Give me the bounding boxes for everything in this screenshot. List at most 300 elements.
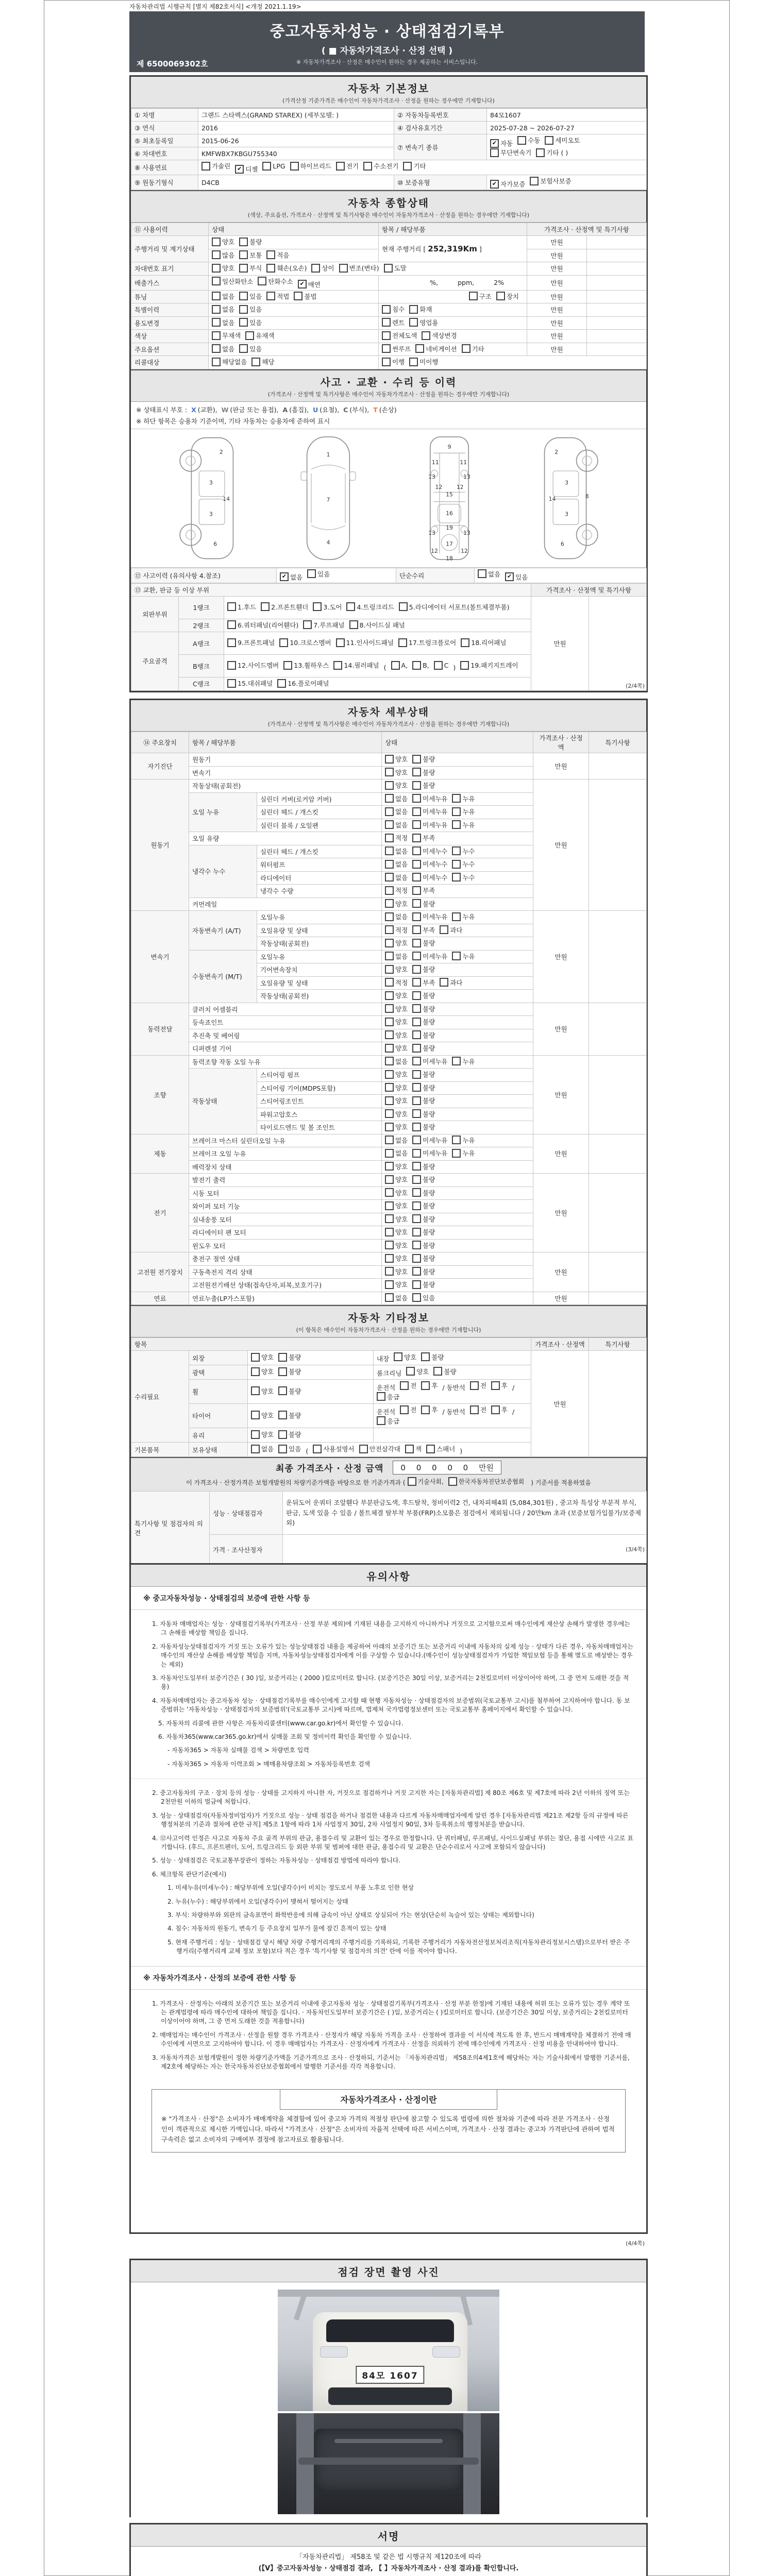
checkbox[interactable] [385,965,394,974]
checkbox[interactable] [385,781,394,790]
checkbox[interactable] [313,1445,322,1453]
emission-options [209,275,379,290]
checkbox[interactable]: ✔ [490,180,499,189]
checkbox[interactable] [227,661,236,670]
status-code: C [343,405,348,414]
checkbox[interactable] [421,1405,430,1414]
checkbox[interactable] [359,1445,368,1453]
checkbox[interactable] [313,602,322,611]
checkbox[interactable] [279,638,288,647]
checkbox[interactable] [412,1044,421,1053]
checkbox[interactable] [412,820,421,829]
checkbox[interactable] [339,264,348,273]
checkbox[interactable]: ✔ [490,139,499,148]
checkbox[interactable] [491,1405,500,1414]
checkbox[interactable] [421,1352,430,1361]
checkbox[interactable] [426,1445,435,1453]
checkbox[interactable] [452,846,461,855]
checkbox[interactable] [385,846,394,855]
checkbox[interactable] [385,1214,394,1223]
checkbox[interactable] [412,939,421,947]
checkbox-option [412,768,435,777]
checkbox[interactable] [385,1188,394,1197]
checkbox[interactable] [400,1405,409,1414]
checkbox[interactable] [412,1228,421,1236]
checkbox[interactable] [278,1386,287,1395]
checkbox[interactable] [412,912,421,921]
checkbox[interactable] [385,939,394,947]
checkbox[interactable] [251,1411,260,1419]
checkbox-option [412,794,447,803]
checkbox[interactable] [385,1241,394,1249]
table-row [131,356,647,369]
checkbox-option [278,1411,301,1420]
checkbox[interactable] [469,292,478,300]
checkbox[interactable] [452,1136,461,1144]
checkbox[interactable] [251,1386,260,1395]
checkbox[interactable] [382,305,391,314]
checkbox[interactable] [385,873,394,882]
checkbox[interactable] [412,1280,421,1289]
checkbox[interactable] [212,292,221,300]
option-label: 훼손(오손) [277,264,307,272]
checkbox[interactable] [239,264,248,273]
checkbox[interactable] [490,148,499,157]
checkbox-option [239,318,262,327]
opinion-table [131,1491,647,1565]
checkbox-option [385,1004,408,1013]
checkbox[interactable] [385,807,394,816]
panel-number: 3 [564,479,568,486]
table-header-row [131,732,647,753]
main-frame-label: 주요골격 [131,632,179,691]
checkbox[interactable] [412,1254,421,1263]
checkbox[interactable] [412,1123,421,1131]
checkbox[interactable] [461,638,469,647]
checkbox[interactable] [251,1367,260,1376]
checkbox[interactable] [385,860,394,869]
checkbox[interactable] [412,755,421,764]
status-code-label: (판금 또는 용접), [230,405,279,414]
checkbox[interactable] [470,1381,479,1390]
checkbox[interactable] [385,1149,394,1158]
checkbox-option [490,148,531,157]
table-header-row [131,583,647,596]
checkbox-option [212,357,247,366]
checkbox[interactable] [412,1004,421,1013]
polish-options [248,1365,374,1380]
checkbox[interactable] [385,1293,394,1302]
checkbox[interactable] [412,1188,421,1197]
notice-item: 3. 자동차인도일부터 보증기간은 ( 30 )일, 보증거리는 ( 2000 )킬로미터로 합니다. (보증기간은 30일 이상, 보증거리는 2천킬로미터 이상이어야 하며, 그 중 먼저 도래한 것을 적용) [152,1674,629,1691]
checkbox[interactable] [412,1070,421,1079]
item-label: 실린더 헤드 / 개스킷 [257,806,382,819]
checkbox[interactable] [307,569,316,578]
checkbox[interactable] [384,264,393,273]
checkbox[interactable] [440,978,448,987]
checkbox[interactable] [385,1123,394,1131]
checkbox[interactable] [399,602,408,611]
checkbox[interactable] [440,925,448,934]
checkbox[interactable] [385,1201,394,1210]
checkbox[interactable] [460,661,469,670]
checkbox[interactable] [278,1411,287,1419]
checkbox[interactable] [412,860,421,869]
checkbox-option [212,331,241,340]
checkbox[interactable] [452,952,461,960]
option-label: 불량 [423,939,435,947]
checkbox[interactable]: ✔ [280,572,289,581]
checkbox[interactable] [412,661,421,670]
checkbox-option [294,292,316,301]
checkbox[interactable] [409,305,418,314]
checkbox[interactable] [278,1353,287,1362]
final-price-value: 0 0 0 0 0 [400,1463,473,1472]
signature-line-2: (【V】중고자동차성능 · 상태점검 결과, 【 】자동차가격조사 · 산정 결과)를 확인합니다. [258,2565,519,2573]
checkbox[interactable] [385,925,394,934]
checkbox[interactable] [385,768,394,776]
checkbox[interactable] [452,820,461,829]
checkbox[interactable] [227,602,236,611]
checkbox-option [421,1381,438,1390]
checkbox[interactable] [385,1109,394,1118]
checkbox[interactable] [283,661,292,670]
checkbox[interactable] [412,807,421,816]
checkbox[interactable] [385,1018,394,1026]
checkbox[interactable] [385,1136,394,1144]
checkbox[interactable] [377,1416,385,1425]
checkbox[interactable] [530,177,539,185]
option-label: 미이행 [419,358,439,366]
checkbox[interactable] [412,768,421,776]
rank2-options [224,619,531,632]
checkbox[interactable] [398,638,407,647]
state-options [382,1160,533,1174]
device-group-label: 변속기 [131,911,189,1003]
checkbox[interactable] [545,136,553,145]
checkbox[interactable] [212,344,221,353]
checkbox[interactable]: ✔ [235,165,244,174]
checkbox[interactable] [385,820,394,829]
option-label: 적정 [395,926,408,934]
checkbox[interactable] [385,1096,394,1105]
checkbox-option [385,873,408,882]
checkbox[interactable] [385,1030,394,1039]
checkbox[interactable] [278,1430,287,1439]
option-label: 누유 [462,1136,475,1144]
option-label: 없음 [488,570,501,578]
option-text: 내장 [377,1355,390,1363]
checkbox[interactable] [385,1254,394,1263]
checkbox[interactable] [452,873,461,882]
option-label: 불량 [423,1083,435,1092]
checkbox[interactable] [227,620,236,629]
checkbox[interactable]: ✔ [505,572,514,581]
checkbox[interactable] [536,148,545,157]
checkbox[interactable] [385,1057,394,1065]
checkbox[interactable] [452,860,461,869]
panel-number: 3 [209,479,213,486]
price-definition-box [152,2089,626,2153]
checkbox[interactable] [462,344,470,353]
checkbox[interactable] [385,952,394,960]
checkbox[interactable] [212,264,221,273]
checkbox[interactable] [212,238,221,246]
checkbox[interactable] [385,1070,394,1079]
checkbox[interactable] [382,344,391,353]
checkbox-option [491,1405,508,1414]
checkbox[interactable] [394,1352,402,1361]
checkbox[interactable] [212,250,221,259]
checkbox[interactable] [266,250,275,259]
checkbox[interactable] [385,1228,394,1236]
checkbox-option [227,602,256,612]
table-row [131,122,647,134]
checkbox[interactable] [412,991,421,1000]
checkbox[interactable] [385,794,394,803]
checkbox-option [227,660,279,670]
checkbox[interactable] [266,264,275,273]
option-label: 이행 [392,358,405,366]
checkbox[interactable] [382,358,391,366]
checkbox[interactable] [278,1445,287,1453]
item-label: 클러치 어셈블리 [189,1003,382,1016]
checkbox[interactable] [412,873,421,882]
checkbox[interactable] [412,925,421,934]
checkbox[interactable] [452,794,461,803]
option-label: 3.도어 [323,603,342,611]
car-name-value: 그랜드 스타렉스(GRAND STAREX) (세부모델: ) [198,109,394,122]
checkbox[interactable] [385,1280,394,1289]
checkbox[interactable] [212,277,221,285]
checkbox[interactable] [251,1445,260,1453]
checkbox[interactable] [385,1267,394,1276]
option-label: 양호 [261,1387,274,1395]
option-label: 있음 [249,292,262,300]
option-label: 불량 [249,238,262,246]
checkbox[interactable] [412,1201,421,1210]
checkbox[interactable] [363,162,372,171]
checkbox[interactable] [239,344,248,353]
checkbox[interactable] [412,1136,421,1144]
checkbox[interactable] [452,912,461,921]
checkbox-option [385,1253,408,1263]
checkbox[interactable] [517,136,526,145]
checkbox[interactable] [491,1381,500,1390]
checkbox[interactable] [412,1293,421,1302]
checkbox[interactable] [412,899,421,908]
checkbox[interactable] [239,238,248,246]
checkbox[interactable] [212,331,221,340]
checkbox[interactable] [412,978,421,987]
price-definition-title: 자동차가격조사 · 산정이란 [280,2089,497,2110]
accident-note: (가격조사 · 산정액 및 특기사항은 매수인이 자동차가격조사 · 산정을 원하는 경우에만 기재합니다) [267,391,510,398]
checkbox[interactable] [412,1096,421,1105]
document-header [129,11,645,72]
current-mileage: 현재 주행거리 [ 252,319Km ] [379,236,527,262]
checkbox[interactable] [336,162,345,171]
checkbox[interactable] [412,781,421,790]
checkbox[interactable] [212,358,221,366]
checkbox[interactable] [377,1392,385,1401]
transmission-label: ⑦ 변속기 종류 [394,134,487,160]
checkbox[interactable] [385,886,394,895]
checkbox-option [385,859,408,869]
inspection-photo-underbody [278,2413,499,2514]
checkbox[interactable] [409,318,418,327]
checkbox[interactable] [239,305,248,314]
checkbox[interactable] [239,318,248,327]
checkbox[interactable] [452,1057,461,1065]
checkbox-option [279,638,331,647]
checkbox[interactable] [412,1175,421,1184]
checkbox[interactable] [385,755,394,764]
checkbox[interactable] [239,250,248,259]
checkbox[interactable] [409,358,418,366]
checkbox[interactable] [412,886,421,895]
checkbox[interactable] [433,1367,442,1376]
checkbox[interactable] [448,1477,457,1486]
tuning-options [209,290,379,303]
checkbox-option [266,263,307,273]
checkbox[interactable] [403,162,412,171]
checkbox[interactable] [349,620,358,629]
checkbox[interactable] [412,952,421,960]
checkbox[interactable]: ✔ [298,280,307,289]
checkbox[interactable] [385,978,394,987]
checkbox[interactable] [290,162,299,171]
usage-change-options [209,316,379,330]
checkbox[interactable] [251,358,260,366]
checkbox[interactable] [412,1018,421,1026]
checkbox[interactable] [496,292,505,300]
page-marker-2: (2/4쪽) [626,683,645,689]
checkbox[interactable] [261,602,270,611]
checkbox[interactable] [385,991,394,1000]
checkbox[interactable] [278,1367,287,1376]
state-options [382,1016,533,1029]
checkbox[interactable] [382,331,391,340]
checkbox[interactable] [412,1267,421,1276]
checkbox[interactable] [412,1030,421,1039]
checkbox-option [262,162,285,171]
checkbox[interactable] [258,277,266,285]
checkbox[interactable] [251,1353,260,1362]
checkbox[interactable] [452,807,461,816]
option-label: 양호 [395,1281,408,1289]
checkbox[interactable] [212,305,221,314]
holding-state-label: 보유상태 [189,1443,248,1457]
checkbox[interactable] [251,1430,260,1439]
accident-band [131,369,646,402]
detail-row [131,1174,647,1187]
checkbox-option [384,263,407,273]
state-options [382,1055,533,1069]
checkbox[interactable] [406,1367,415,1376]
checkbox-option [385,1136,408,1145]
checkbox[interactable] [412,1162,421,1171]
checkbox[interactable] [412,846,421,855]
checkbox[interactable] [434,661,443,670]
checkbox[interactable] [385,1044,394,1053]
option-label: 없음 [395,808,408,816]
color-options [209,330,379,343]
checkbox[interactable] [385,834,394,842]
checkbox[interactable] [412,1214,421,1223]
wheel-label: 휠 [189,1380,248,1404]
notice-title: 유의사항 [366,1570,411,1583]
checkbox[interactable] [412,1083,421,1092]
checkbox-option [452,873,475,882]
checkbox[interactable] [400,1381,409,1390]
checkbox-option [452,846,475,856]
checkbox-option [239,304,262,314]
accident-history-label: ⑫ 사고이력 (유의사항 4.참조) [131,568,277,583]
checkbox[interactable] [262,162,271,171]
checkbox[interactable] [422,331,430,340]
item-label: 시동 모터 [189,1187,382,1200]
checkbox[interactable] [412,1057,421,1065]
checkbox[interactable] [333,661,342,670]
checkbox[interactable] [452,1149,461,1158]
checkbox[interactable] [412,794,421,803]
checkbox[interactable] [408,1477,416,1486]
checkbox[interactable] [212,318,221,327]
notice-sec3-list [131,1990,646,2081]
checkbox[interactable] [385,1083,394,1092]
checkbox[interactable] [470,1405,479,1414]
first-reg-value: 2015-06-26 [198,134,394,147]
checkbox[interactable] [385,912,394,921]
checkbox[interactable] [239,292,248,300]
checkbox[interactable] [412,1241,421,1249]
checkbox[interactable] [311,264,320,273]
option-label: 없음 [290,573,303,581]
checkbox[interactable] [201,162,210,171]
checkbox[interactable] [346,602,355,611]
col-price: 가격조사 · 산정액 [531,1338,589,1351]
checkbox[interactable] [385,1004,394,1013]
option-label: 양호 [395,1162,408,1171]
overall-title: 자동차 종합상태 [347,197,430,209]
checkbox[interactable] [478,569,486,578]
checkbox[interactable] [266,292,275,300]
interior-options [374,1351,531,1365]
checkbox[interactable] [227,638,236,647]
checkbox[interactable] [415,344,424,353]
checkbox[interactable] [245,331,254,340]
checkbox[interactable] [385,899,394,908]
note-cell [587,330,647,343]
option-label: 양호 [395,939,408,947]
checkbox[interactable] [412,1149,421,1158]
checkbox[interactable] [412,1109,421,1118]
checkbox[interactable] [336,638,345,647]
checkbox[interactable] [385,1175,394,1184]
checkbox[interactable] [385,1162,394,1171]
checkbox-option [440,978,462,987]
glass-options [248,1428,374,1443]
checkbox[interactable] [412,834,421,842]
checkbox[interactable] [294,292,303,300]
checkbox[interactable] [382,318,391,327]
checkbox[interactable] [303,620,312,629]
checkbox[interactable] [405,1445,414,1453]
note-cell [589,1134,647,1174]
checkbox[interactable] [412,965,421,974]
checkbox[interactable] [421,1381,430,1390]
checkbox[interactable] [391,661,400,670]
